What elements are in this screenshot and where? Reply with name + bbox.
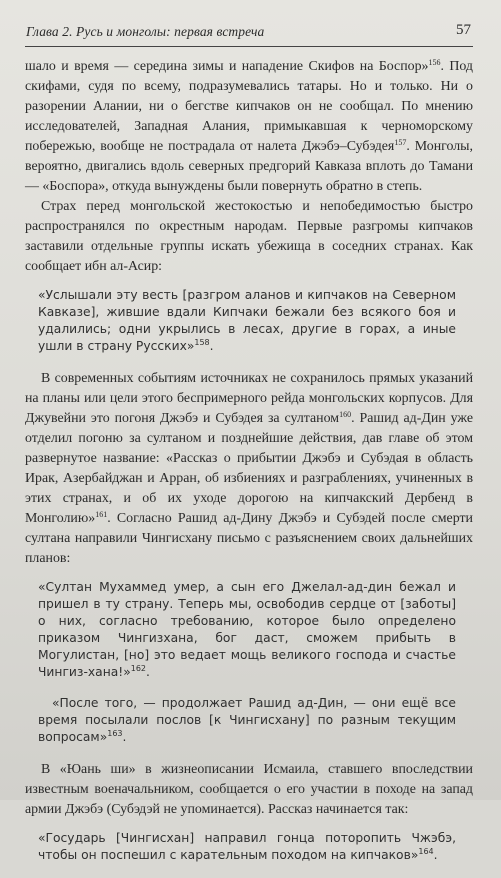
quote-4: [38, 830, 456, 864]
quote-2: [38, 579, 456, 681]
text-run: .: [122, 730, 127, 744]
paragraph-4: В «Юань ши» в жизнеописании Исмаила, ставшего впоследствии известным военачальником, сообщается о его участии в походе на запад армии Джэбэ (Субэдэй не упоминается). Рассказ начинается так:: [25, 762, 473, 817]
quote-1: [38, 287, 456, 355]
header-divider: [25, 46, 473, 47]
paragraph-1: [25, 57, 473, 197]
text-run: . Рашид ад-Дин уже отделил погоню за султаном и позднейшие действия, дав главе об этом развернутое название: «Рассказ о прибытии Джэбэ и Субэдая в область Ирак, Азербайджан и Арран, об избиениях и разграблениях, учиненных в этих странах, и об их уходе дорогою на кипчакский Дербенд в Монголию»: [25, 411, 473, 526]
footnote-ref: 163: [107, 729, 123, 738]
text-run: «Государь [Чингисхан] направил гонца поторопить Чжэбэ, чтобы он поспешил с карательным походом на кипчаков»: [38, 831, 456, 862]
text-run: «После того, — продолжает Рашид ад-Дин, — они ещё все время посылали послов [к Чингисхану] по разным текущим вопросам»: [38, 696, 456, 744]
chapter-title: Глава 2. Русь и монголы: первая встреча: [26, 24, 265, 39]
page-body: [25, 57, 473, 878]
text-run: шало и время — середина зимы и нападение Скифов на Боспор»: [25, 59, 429, 74]
text-run: . Монголы, вероятно, двигались вдоль северных предгорий Кавказа вплоть до Тамани — «Боспора», откуда вынуждены были повернуть обратно в степь.: [25, 139, 473, 194]
footnote-ref: 160: [339, 410, 352, 419]
text-run: «Султан Мухаммед умер, а сын его Джелал-ад-дин бежал и пришел в ту страну. Теперь мы, освободив сердце от [заботы] о них, согласно требованию, которое было определено приказом Чингизхана, бог даст, сможем прибыть в Могулистан, [но] это ведает мощь великого господа и счастье Чингиз-хана!»: [38, 580, 456, 679]
footnote-ref: 157: [394, 138, 407, 147]
text-run: В современных событиям источниках не сохранилось прямых указаний на планы или цели этого беспримерного рейда монгольских корпусов. Для Джувейни это погоня Джэбэ и Субэдея за султаном: [25, 371, 473, 426]
footnote-ref: 158: [194, 338, 210, 347]
text-run: .: [433, 848, 438, 862]
paragraph-2: Страх перед монгольской жестокостью и непобедимостью быстро распространялся по окрестным народам. Первые разгромы кипчаков заставили отдельные группы искать убежища в соседних странах. Как сообщает ибн ал-Асир:: [25, 199, 473, 274]
footnote-ref: 161: [95, 510, 108, 519]
text-run: «Услышали эту весть [разгром аланов и кипчаков на Северном Кавказе], жившие вдали Кипчаки бежали без всякого боя и удалились; одни укрылись в лесах, другие в горах, а иные ушли в страну Русских»: [38, 288, 456, 353]
text-run: .: [209, 339, 214, 353]
footnote-ref: 164: [418, 847, 434, 856]
running-header: [0, 0, 501, 50]
text-run: .: [146, 665, 150, 679]
quote-3: [38, 695, 456, 746]
page-number: 57: [456, 22, 471, 38]
paragraph-3: [25, 369, 473, 569]
text-run: . Согласно Рашид ад-Дину Джэбэ и Субэдей после смерти султана направили Чингисхану письмо с разъяснением своих дальнейших планов:: [25, 511, 473, 566]
footnote-ref: 156: [428, 58, 441, 67]
footnote-ref: 162: [130, 664, 147, 673]
text-run: . Под скифами, судя по всему, подразумевались татары. Но и только. Ни о разорении Алании, ни о бегстве кипчаков он не сообщал. По мнению исследователей, Западная Алания, примыкавшая к черноморскому побережью, вообще не пострадала от налета Джэбэ–Субэдея: [25, 59, 473, 154]
